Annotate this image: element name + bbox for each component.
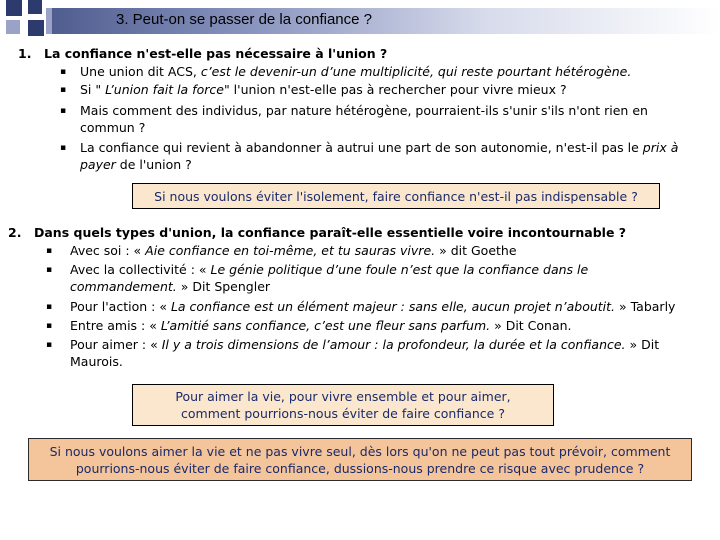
section2-heading: Dans quels types d'union, la confiance paraît-elle essentielle voire incontournable ? [34, 225, 627, 240]
section2-line-3: Pour l'action : « La confiance est un élément majeur : sans elle, aucun projet n’aboutit. » Tabarly [70, 299, 676, 314]
section2-line-1: Avec soi : « Aie confiance en toi-même, et tu sauras vivre. » dit Goethe [70, 243, 517, 258]
bullet-marker: ▪ [60, 85, 67, 95]
bullet-marker: ▪ [46, 340, 53, 350]
deco-square-1 [6, 0, 22, 16]
conclusion-box-line-2: pourrions-nous éviter de faire confiance, dussions-nous prendre ce risque avec prudence ? [75, 461, 645, 476]
section2-line-4: Entre amis : « L’amitié sans confiance, c’est une fleur sans parfum. » Dit Conan. [70, 318, 572, 333]
section2-line-2: Avec la collectivité : « Le génie politique d’une foule n’est que la confiance dans le [70, 262, 589, 277]
section1-line-3: Mais comment des individus, par nature hétérogène, pourraient-ils s'unir s'ils n'ont rien en [80, 103, 648, 118]
deco-square-4 [28, 20, 44, 36]
deco-square-2 [28, 0, 42, 14]
section1-number: 1. [18, 46, 32, 61]
section2-line-2b: commandement. » Dit Spengler [70, 279, 271, 294]
conclusion-box [28, 438, 692, 481]
section1-heading: La confiance n'est-elle pas nécessaire à l'union ? [44, 46, 388, 61]
deco-square-3 [6, 20, 20, 34]
question-box-2-line-2: comment pourrions-nous éviter de faire confiance ? [181, 406, 505, 421]
section1-line-2: Si " L’union fait la force" l'union n'est-elle pas à rechercher pour vivre mieux ? [80, 82, 567, 97]
section1-line-1: Une union dit ACS, c’est le devenir-un d’une multiplicité, qui reste pourtant hétérogène. [80, 64, 632, 79]
section2-line-5b: Maurois. [70, 354, 123, 369]
question-box-1: Si nous voulons éviter l'isolement, faire confiance n'est-il pas indispensable ? [132, 183, 660, 209]
bullet-marker: ▪ [46, 321, 53, 331]
question-box-2-line-1: Pour aimer la vie, pour vivre ensemble et pour aimer, [175, 389, 511, 404]
bullet-marker: ▪ [60, 67, 67, 77]
bullet-marker: ▪ [60, 143, 67, 153]
section1-line-4: La confiance qui revient à abandonner à autrui une part de son autonomie, n'est-il pas le prix à [80, 140, 679, 155]
question-box-2 [132, 384, 554, 426]
section1-line-3b: commun ? [80, 120, 146, 135]
conclusion-box-line-1: Si nous voulons aimer la vie et ne pas vivre seul, dès lors qu'on ne peut pas tout prévoir, comment [49, 444, 671, 459]
section2-number: 2. [8, 225, 22, 240]
section2-line-5: Pour aimer : « Il y a trois dimensions de l’amour : la profondeur, la durée et la confiance. » Dit [70, 337, 660, 352]
section1-line-4b: payer de l'union ? [80, 157, 192, 172]
bullet-marker: ▪ [46, 302, 53, 312]
bullet-marker: ▪ [46, 265, 53, 275]
bullet-marker: ▪ [60, 106, 67, 116]
slide-title: 3. Peut-on se passer de la confiance ? [116, 11, 372, 28]
bullet-marker: ▪ [46, 246, 53, 256]
